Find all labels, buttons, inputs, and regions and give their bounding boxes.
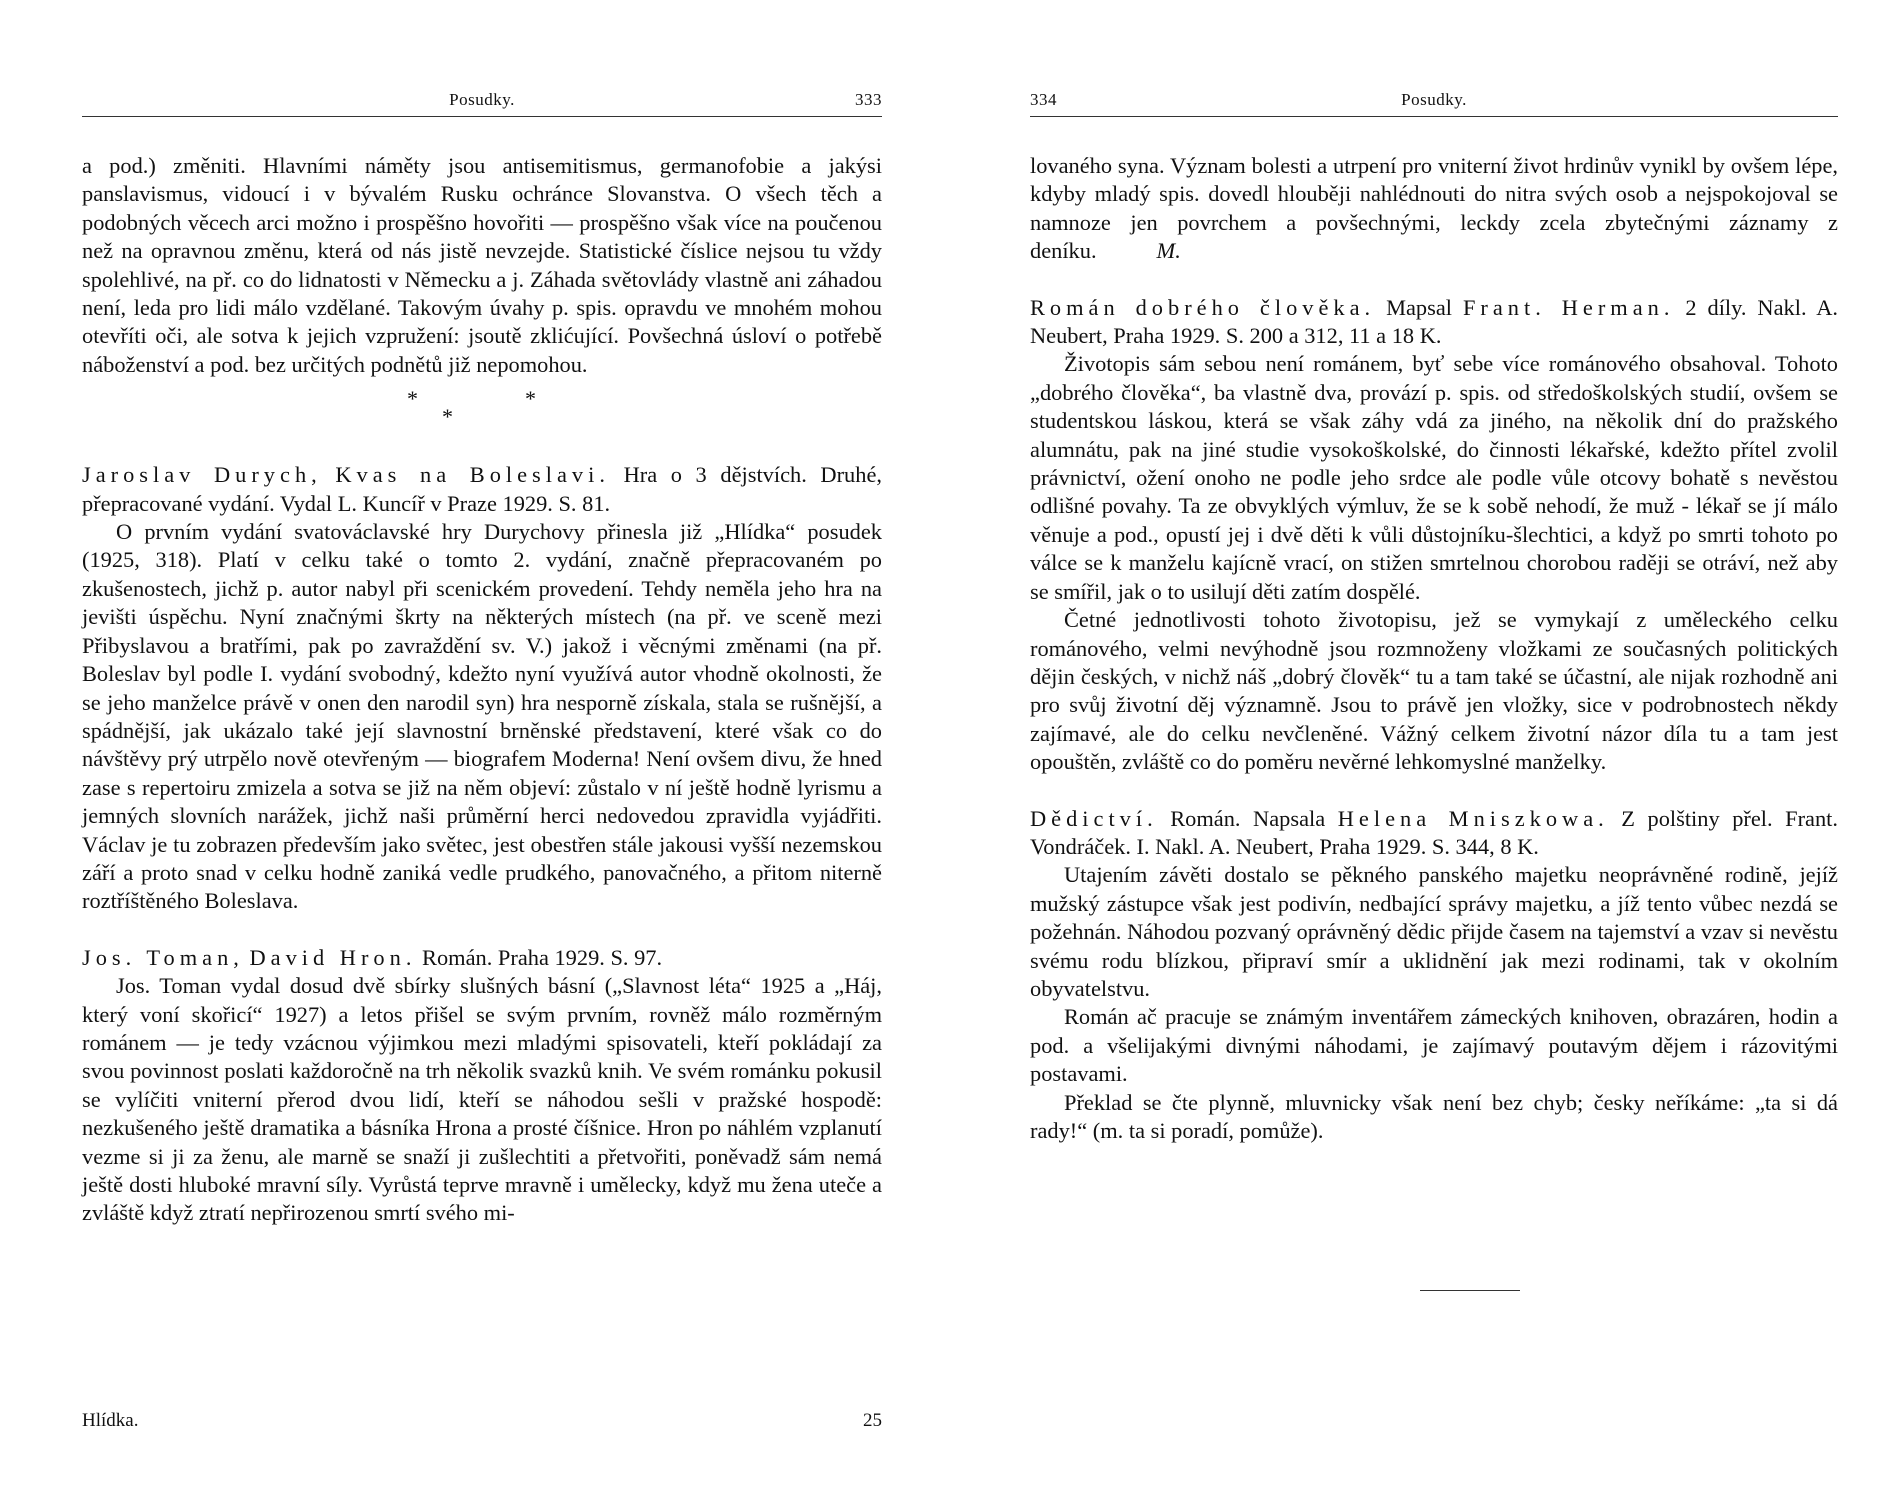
right-continuation-paragraph xyxy=(1030,152,1838,266)
review-herman-heading xyxy=(1030,294,1838,351)
review-mniszkowa-body-3: Překlad se čte plynně, mluvnicky však není bez chyb; česky neříkáme: „ta si dá rady!“ (m. ta si poradí, pomůže). xyxy=(1030,1089,1838,1143)
review-meta: 2 díly. Nakl. A. Neubert, Praha 1929. S. 200 a 312, 11 a 18 K. xyxy=(1030,294,1839,349)
reviewer-initial: M. xyxy=(1156,238,1181,264)
end-rule xyxy=(1420,1290,1520,1291)
review-author: Helena Mniszkowa. xyxy=(1337,805,1609,831)
left-continuation-paragraph: a pod.) změniti. Hlavními náměty jsou antisemitismus, germanofobie a jakýsi panslavismus, vidoucí i v bývalém Rusku ochránce Slovanstva. O všech těch a podobných věcech arci možno i prospěšno hovořiti — prospěšno však více na poučenou než na opravnou změnu, která od nás jistě nevzejde. Statistické číslice nejsou tu vždy spolehlivé, na př. co do lidnatosti v Německu a j. Záhada světovlády vlastně ani záhadou není, leda pro lidi málo vzdělané. Takovým úvahy p. spis. opravdu ve mnohém mohou otevříti oči, ale sotva k jejich vzpružení: jsoutě zklićující. Povšechná úsloví o potřebě náboženství a pod. bez určitých podnětů již nepomohou. xyxy=(82,153,882,377)
left-running-header xyxy=(82,88,882,117)
review-durych-heading xyxy=(82,461,882,518)
review-toman-heading xyxy=(82,944,882,972)
review-toman-body: Jos. Toman vydal dosud dvě sbírky slušných básní („Slavnost léta“ 1925 a „Háj, který voní skořicí“ 1927) a letos přišel se svým prvním, rovněž málo rozměrným románem — je tedy vzácnou výjimkou mezi mladými spisovateli, kteří pokládají za svou povinnost poslati každoročně na trh několik svazků knih. Ve svém románku pokusil se vylíčiti vniterní přerod dvou lidí, kteří se náhodou sešli v pražské hospodě: nezkušeného ještě dramatika a básníka Hrona a prosté číšnice. Hron po náhlém vzplanutí vezme si ji za ženu, ale marně se snaží ji zušlechtiti a přetvořiti, poněvadž sám nemá ještě dosti hluboké mravní síly. Vyrůstá teprve mravně i umělecky, když mu žena uteče a zvláště když ztratí nepřirozenou smrtí svého mi- xyxy=(82,973,882,1226)
left-text-column xyxy=(82,152,882,1228)
left-header-title: Posudky. xyxy=(449,90,515,109)
footer-signature-number: 25 xyxy=(863,1410,882,1431)
right-page-number: 334 xyxy=(1030,90,1057,109)
left-footer xyxy=(82,1410,882,1432)
review-author: Frant. Herman. xyxy=(1462,294,1675,320)
review-herman-body-2: Četné jednotlivosti tohoto životopisu, jež se vymykají z uměleckého celku románového, velmi nevýhodně jsou rozmnoženy vložkami ze současných politických dějin českých, v nichž náš „dobrý člověk“ tu a tam také se účastní, ale nijak rozhodně ani pro svůj životní děj významně. Jsou to právě jen vložky, sice v podrobnostech někdy zajímavé, ale do celku nevčleněné. Vážný celkem životní názor díla tu a tam jest opouštěn, zvláště co do poměru nevěrné lehkomyslné manželky. xyxy=(1030,607,1838,775)
review-title: Dědictví. xyxy=(1030,805,1158,831)
review-mniszkowa-heading xyxy=(1030,805,1838,862)
review-author: Jaroslav Durych, xyxy=(82,462,322,488)
section-divider-stars xyxy=(82,385,882,447)
review-meta: Hra o 3 dějstvích. Druhé, přepracované vydání. Vydal L. Kuncíř v Praze 1929. S. 81. xyxy=(82,462,882,516)
review-meta: Román. Praha 1929. S. 97. xyxy=(422,944,663,970)
review-durych-body: O prvním vydání svatováclavské hry Durychovy přinesla již „Hlídka“ posudek (1925, 318). Platí v celku také o tomto 2. vydání, značně přepracovaném po zkušenostech, jichž p. autor nabyl při scenickém provedení. Tehdy neměla jeho hra na jevišti úspěchu. Nyní značnými škrty na některých místech (na př. ve sceně mezi Přibyslavou a bratřími, pak po zavraždění sv. V.) jakož i věcnými změnami (na př. Boleslav byl podle I. vydání svobodný, kdežto nyní využívá autor vhodně okolnosti, že se jeho manželce právě v onen den narodil syn) hra nesporně získala, stala se rušnější, a spádnější, jak ukázalo také její slavnostní brněnské představení, které však co do návštěvy prý utrpělo nově otevřeným — biografem Moderna! Není ovšem divu, že hned zase s repertoiru zmizela a sotva se již na něm objeví: zůstalo v ní ještě hodně lyrismu a jemných slovních narážek, jichž naši průměrní herci nedovedou zpravidla vyjádřiti. Václav je tu zobrazen především jako světec, jest obestřen stále jakousi vyšší nezemskou září a proto snad v celku hodně zaniká vedle prudkého, panovačného, a přitom niterně roztříštěného Boleslava. xyxy=(82,519,882,914)
review-author: Jos. Toman, xyxy=(82,944,244,970)
review-meta-prefix: Mapsal xyxy=(1386,294,1452,320)
review-mniszkowa-body-1: Utajením závěti dostalo se pěkného panského majetku neoprávněné rodině, jejíž mužský zástupce však jest podivín, nedbající správy majetku, a jíž tento vůbec nezdá se požehnán. Náhodou pozvaný oprávněný dědic přijde časem na tajemství a vzav si nevěstu svému rodu blízkou, připraví smír a uklidnění jak mezi rodinami, tak v okolním obyvatelstvu. xyxy=(1030,862,1838,1001)
review-title: Román dobrého člověka. xyxy=(1030,294,1376,320)
star-glyph: * xyxy=(442,404,453,430)
right-running-header xyxy=(1030,88,1838,117)
review-title: Kvas na Boleslavi. xyxy=(335,462,610,488)
star-glyph: * xyxy=(407,386,418,412)
review-meta-prefix: Román. Napsala xyxy=(1170,805,1326,831)
review-mniszkowa-body-2: Román ač pracuje se známým inventářem zámeckých knihoven, obrazáren, hodin a pod. a všelijakými divnými náhodami, je zajímavý poutavým dějem i rázovitými postavami. xyxy=(1030,1004,1838,1087)
right-text-column xyxy=(1030,152,1838,1145)
review-title: David Hron. xyxy=(249,944,417,970)
review-herman-body-1: Životopis sám sebou není románem, byť sebe více románového obsahoval. Tohoto „dobrého člověka“, ba vlastně dva, provází p. spis. od středoškolských studií, ovšem se studentskou láskou, která se však záhy vdá za jiného, na několik dní do pražského alumnátu, pak na jiné studie vysokoškolské, do činnosti lékařské, kdežto přítel zvolil právnictví, ožení onoho ne podle jeho srdce ale podle vůle otcovy bohatě s nevěstou odlišné povahy. Ta ze obvyklých výmluv, že se k sobě nehodí, že muž - lékař se jí málo věnuje a pod., opustí jej i dvě děti k vůli důstojníku-šlechtici, a když po smrti tohoto po válce se k manželu kajícně vrací, on stižen smrtelnou chorobou raději se otráví, než aby se smířil, jak o to usilují děti zatím dospělé. xyxy=(1030,351,1838,604)
review-meta: Z polštiny přel. Frant. Vondráček. I. Nakl. A. Neubert, Praha 1929. S. 344, 8 K. xyxy=(1030,805,1838,859)
star-glyph: * xyxy=(525,386,536,412)
right-page xyxy=(950,0,1900,1500)
continuation-text: lovaného syna. Význam bolesti a utrpení pro vniterní život hrdinův vynikl by ovšem lépe, kdyby mladý spis. dovedl hlouběji nahlédnouti do nitra svých osob a nejspokojoval se namnoze jen povrchem a povšechnými, leckdy zcela zbytečnými záznamy z deníku. xyxy=(1030,153,1838,264)
right-header-title: Posudky. xyxy=(1401,90,1467,109)
left-page-number: 333 xyxy=(855,90,882,109)
footer-journal-name: Hlídka. xyxy=(82,1410,139,1431)
